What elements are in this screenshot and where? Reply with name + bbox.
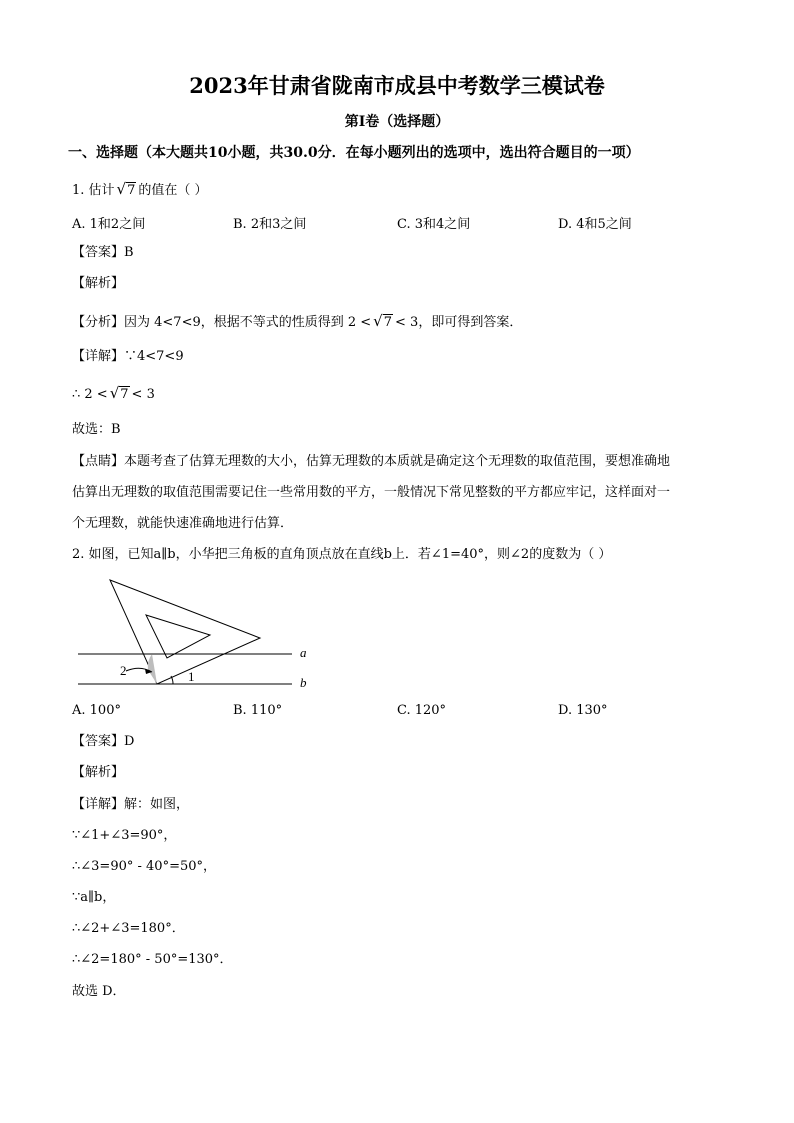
q2-step-4: ∵a∥b， — [72, 890, 116, 905]
q2-step-1: 【详解】解：如图， — [72, 797, 190, 812]
angle-2-mark — [148, 654, 157, 684]
question-2-stem: 2. 如图，已知a∥b，小华把三角板的直角顶点放在直线b上．若∠1=40°，则∠2的度数为（ ） — [72, 547, 612, 562]
q1-analysis: 【分析】因为 4<7<9，根据不等式的性质得到 2 < √7 < 3，即可得到答案． — [72, 312, 523, 330]
q1-option-a[interactable]: A. 1和2之间 — [72, 217, 146, 232]
q1-choose: 故选：B — [72, 422, 121, 437]
part-title: 第I卷（选择题） — [344, 114, 450, 130]
q1-option-b[interactable]: B. 2和3之间 — [233, 217, 307, 232]
page-title: 2023年甘肃省陇南市成县中考数学三模试卷 — [189, 73, 605, 98]
q1-dianjing-line-1: 【点睛】本题考查了估算无理数的大小，估算无理数的本质就是确定这个无理数的取值范围，要想准确地 — [72, 454, 671, 469]
q2-option-c[interactable]: C. 120° — [397, 703, 447, 718]
q1-answer: 【答案】B — [72, 245, 134, 260]
sqrt-seven: √7 — [116, 180, 136, 198]
q1-detail: 【详解】∵4<7<9 — [72, 349, 184, 364]
q2-jiexi: 【解析】 — [72, 765, 125, 780]
q2-option-a[interactable]: A. 100° — [72, 703, 121, 718]
question-1-stem: 1. 估计 √7 的值在（ ） — [72, 180, 208, 198]
q1-dianjing-line-3: 个无理数，就能快速准确地进行估算． — [72, 516, 294, 531]
q2-step-7: 故选 D． — [72, 984, 126, 999]
q2-answer: 【答案】D — [72, 734, 135, 749]
q2-step-3: ∴∠3=90° - 40°=50°， — [72, 859, 217, 874]
section-header: 一、选择题（本大题共10小题，共30.0分．在每小题列出的选项中，选出符合题目的一项） — [68, 145, 640, 161]
q2-option-b[interactable]: B. 110° — [233, 703, 283, 718]
q1-dianjing-line-2: 估算出无理数的取值范围需要记住一些常用数的平方，一般情况下常见整数的平方都应牢记，这样面对一 — [72, 485, 671, 500]
q2-step-6: ∴∠2=180° - 50°=130°． — [72, 952, 233, 967]
q2-step-5: ∴∠2+∠3=180°． — [72, 921, 185, 936]
parallel-lines-triangle-figure — [70, 575, 320, 695]
q2-step-2: ∵∠1+∠3=90°， — [72, 828, 177, 843]
q1-option-c[interactable]: C. 3和4之间 — [397, 217, 471, 232]
label-angle-1: 1 — [188, 669, 195, 684]
q1-jiexi: 【解析】 — [72, 276, 125, 291]
label-b: b — [300, 675, 307, 690]
triangle-inner — [146, 615, 210, 658]
q1-therefore: ∴ 2 < √7 < 3 — [72, 384, 155, 402]
label-a: a — [300, 645, 307, 660]
label-angle-2: 2 — [120, 663, 127, 678]
q2-option-d[interactable]: D. 130° — [558, 703, 608, 718]
q1-option-d[interactable]: D. 4和5之间 — [558, 217, 632, 232]
